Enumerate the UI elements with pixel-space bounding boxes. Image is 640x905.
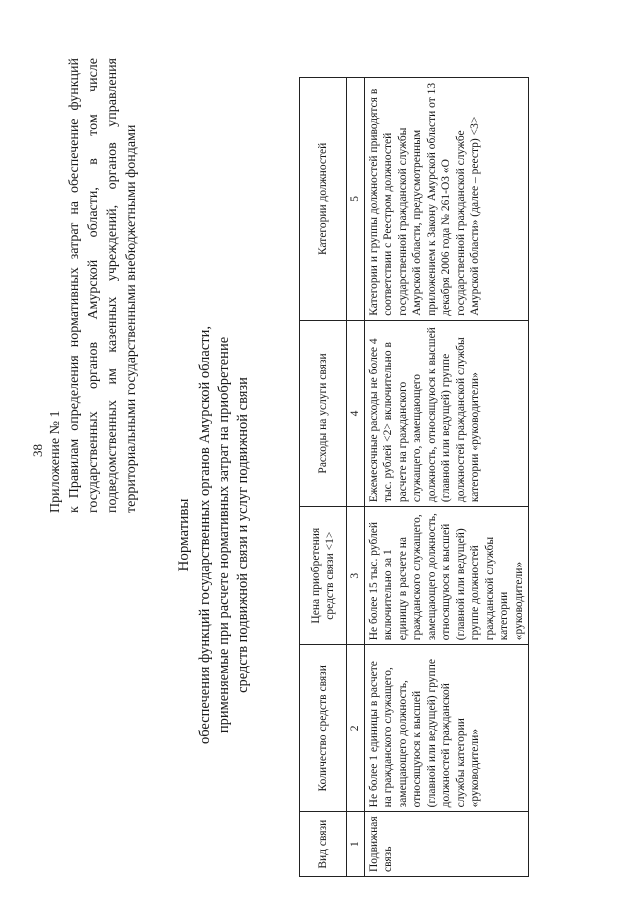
appendix-note	[46, 58, 141, 513]
column-number: 3	[347, 507, 365, 645]
column-header: Цена приобретения средств связи <1>	[300, 507, 347, 645]
table-cell: Не более 1 единицы в расчете на гражданского служащего, замещающего должность, относящуюся к высшей (главной или ведущей) группе должностей гражданской службы категории «руководители»	[364, 645, 529, 812]
table-cell: Ежемесячные расходы не более 4 тыс. рублей <2> включительно в расчете на гражданского служащего, замещающего должность, относящуюся к высшей (главной или ведущей) группе должностей гражданской службы категории «руководители»	[364, 320, 529, 506]
column-header: Расходы на услуги связи	[300, 320, 347, 506]
table-cell: Не более 15 тыс. рублей включительно за 1 единицу в расчете на гражданского служащего, замещающего должность, относящуюся к высшей (главной или ведущей) группе должностей гражданской службы категории «руководители»	[364, 507, 529, 645]
title-line-3: средств подвижной связи и услуг подвижной связи	[235, 377, 251, 693]
norms-table	[299, 77, 529, 877]
column-number: 4	[347, 320, 365, 506]
column-number: 1	[347, 812, 365, 877]
appendix-heading: Приложение № 1	[48, 410, 63, 513]
column-number: 2	[347, 645, 365, 812]
title-line-2: применяемые при расчете нормативных затрат на приобретение	[216, 336, 232, 734]
table-cell: Категории и группы должностей приводятся в соответствии с Реестром должностей государственной гражданской службы Амурской области, предусмотренным приложением к Закону Амурской области от 13 декабря 2006 года № 261-ОЗ «О государственной гражданской службе Амурской области» (далее – реестр) <3>	[364, 78, 529, 321]
document-title	[175, 275, 253, 795]
title-line-1: обеспечения функций государственных органов Амурской области,	[197, 326, 213, 744]
column-header: Категории должностей	[300, 78, 347, 321]
column-number: 5	[347, 78, 365, 321]
table-header-row	[300, 78, 347, 877]
column-number-row	[347, 78, 365, 877]
table-cell: Подвижная связь	[364, 812, 529, 877]
page-number: 38	[30, 444, 45, 457]
table-row	[364, 78, 529, 877]
title-main: Нормативы	[176, 498, 192, 572]
column-header: Вид связи	[300, 812, 347, 877]
column-header: Количество средств связи	[300, 645, 347, 812]
appendix-text: к Правилам определения нормативных затрат на обеспечение функций государственных органов Амурской области, в том числе подведомственных им казенных учреждений, органов управления территориальными государственными внебюджетными фондами	[67, 58, 139, 513]
